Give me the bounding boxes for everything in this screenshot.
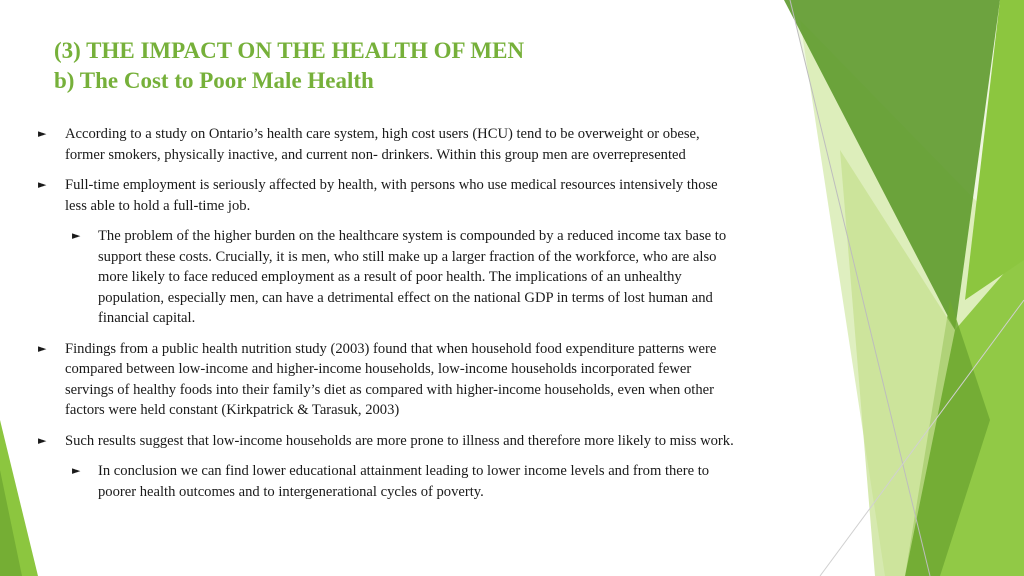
slide-subtitle: b) The Cost to Poor Male Health	[54, 68, 374, 93]
sub-bullet-item	[72, 461, 738, 502]
bullet-text: Findings from a public health nutrition study (2003) found that when household food expenditure patterns were compared between low-income and higher-income households, low-income households incorporated fewer servings of healthy foods into their family’s diet as compared with higher-income households, even when other factors were held constant (Kirkpatrick & Tarasuk, 2003)	[65, 340, 717, 418]
bullet-text: Full-time employment is seriously affected by health, with persons who use medical resources intensively those less able to hold a full-time job.	[65, 177, 718, 214]
bullet-text: Such results suggest that low-income households are more prone to illness and therefore more likely to miss work.	[65, 432, 734, 449]
bullet-list	[38, 124, 738, 512]
right-pointer-triangle-icon: ►	[72, 229, 81, 242]
bullet-text: According to a study on Ontario’s health care system, high cost users (HCU) tend to be overweight or obese, former smokers, physically inactive, and current non- drinkers. Within this group men are overrepresented	[65, 126, 700, 163]
right-pointer-triangle-icon: ►	[38, 341, 47, 355]
right-pointer-triangle-icon: ►	[38, 178, 47, 191]
bullet-item	[38, 124, 738, 165]
sub-bullet-item	[72, 226, 738, 329]
right-pointer-triangle-icon: ►	[38, 433, 47, 447]
slide-title-line-1: (3) THE IMPACT ON THE HEALTH OF MEN	[54, 38, 525, 63]
bullet-item	[38, 339, 738, 421]
bullet-item	[38, 431, 738, 452]
bullet-text: In conclusion we can find lower educational attainment leading to lower income levels and from there to poorer health outcomes and to intergenerational cycles of poverty.	[98, 463, 710, 500]
bullet-item	[38, 175, 738, 216]
bullet-text: The problem of the higher burden on the healthcare system is compounded by a reduced income tax base to support these costs. Crucially, it is men, who still make up a larger fraction of the workforce, who are also more likely to face reduced employment as a result of poor health. The implications of an unhealthy population, especially men, can have a detrimental effect on the national GDP in terms of lost human and financial capital.	[98, 228, 727, 326]
slide-title	[54, 36, 524, 96]
right-pointer-triangle-icon: ►	[72, 464, 81, 477]
right-pointer-triangle-icon: ►	[38, 127, 47, 140]
